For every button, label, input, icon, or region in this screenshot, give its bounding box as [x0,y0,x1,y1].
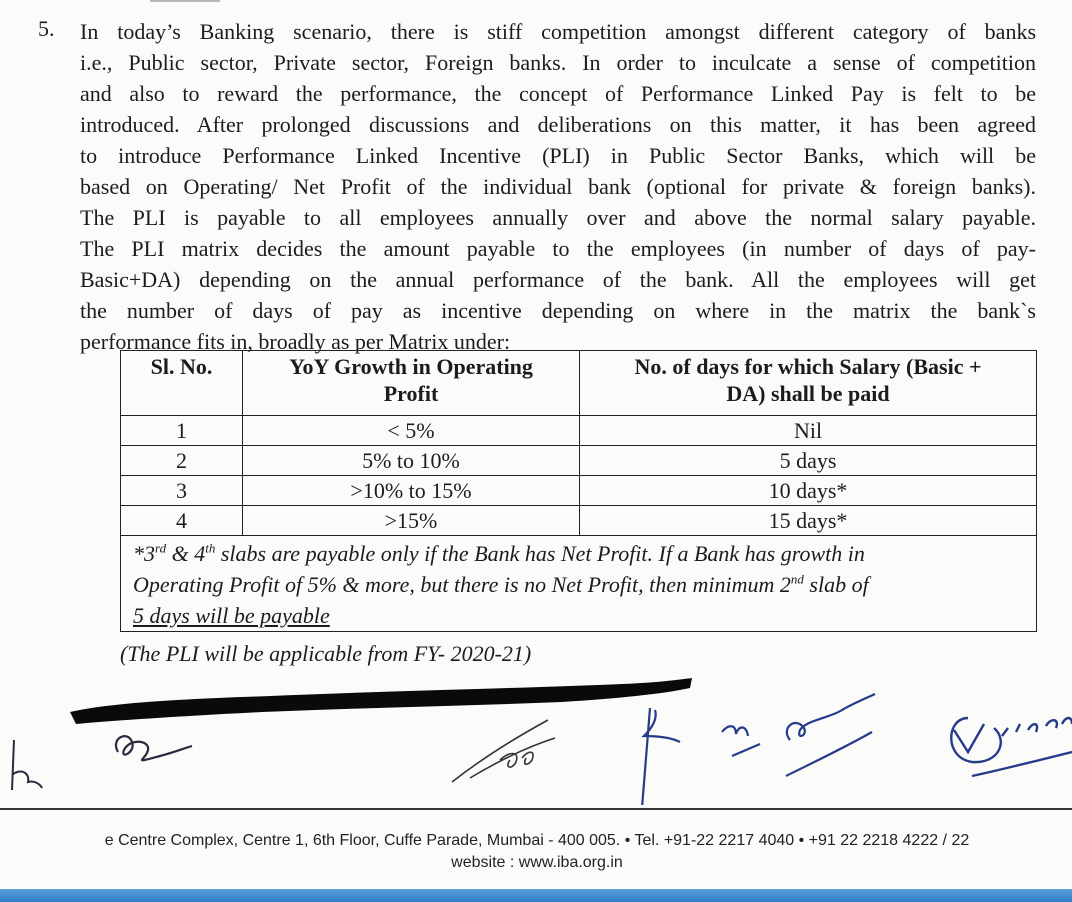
cell-growth: >10% to 15% [243,476,580,506]
paragraph-line: based on Operating/ Net Profit of the individual bank (optional for private & foreign banks). [80,174,1036,199]
footer-color-bar [0,889,1072,902]
footer-website: website : www.iba.org.in [451,854,623,871]
cell-growth: < 5% [243,416,580,446]
signature-2 [116,736,192,760]
paragraph-line: introduced. After prolonged discussions and deliberations on this matter, it has been agreed [80,112,1036,137]
header-yoy-growth: YoY Growth in Operating Profit [243,351,580,416]
cell-sl-no: 2 [121,446,243,476]
signature-1 [12,740,42,790]
paragraph-line: The PLI matrix decides the amount payable to the employees (in number of days of pay- [80,236,1036,261]
cell-days: 10 days* [580,476,1037,506]
cell-sl-no: 1 [121,416,243,446]
item-number: 5. [38,16,55,41]
applicability-note: (The PLI will be applicable from FY- 2020-21) [120,641,532,666]
letterhead-footer [0,830,1072,874]
footer-address: e Centre Complex, Centre 1, 6th Floor, Cuffe Parade, Mumbai - 400 005. • Tel. +91-22 2217 4040 • +91 22 2218 4222 / 22 [104,832,970,849]
paragraph-line: to introduce Performance Linked Incentive (PLI) in Public Sector Banks, which will be [80,143,1036,168]
top-rule-fragment [150,0,220,2]
paragraph-line: and also to reward the performance, the concept of Performance Linked Pay is felt to be [80,81,1036,106]
paragraph-line: performance fits in, broadly as per Matrix under: [80,329,511,354]
pli-matrix-table [120,350,1037,632]
header-days-salary: No. of days for which Salary (Basic + DA) shall be paid [580,351,1037,416]
table-row [121,476,1037,506]
table-row [121,416,1037,446]
cell-sl-no: 4 [121,506,243,536]
footer-divider [0,808,1072,810]
paragraph-line: Basic+DA) depending on the annual performance of the bank. All the employees will get [80,267,1036,292]
cell-days: 5 days [580,446,1037,476]
paragraph [80,16,1036,357]
cell-growth: 5% to 10% [243,446,580,476]
table-footnote: *3rd & 4th slabs are payable only if the Bank has Net Profit. If a Bank has growth in Operating Profit of 5% & more, but there is no Net Profit, then minimum 2nd slab of 5 days will be payable [121,536,1037,632]
signature-4 [642,694,875,805]
paragraph-line: The PLI is payable to all employees annually over and above the normal salary payable. [80,205,1036,230]
signature-5 [951,718,1072,776]
cell-sl-no: 3 [121,476,243,506]
table-header-row [121,351,1037,416]
table-note-row [121,536,1037,632]
cell-growth: >15% [243,506,580,536]
cell-days: Nil [580,416,1037,446]
table-row [121,446,1037,476]
paragraph-line: In today’s Banking scenario, there is stiff competition amongst different category of banks [80,19,1036,44]
cell-days: 15 days* [580,506,1037,536]
paragraph-line: i.e., Public sector, Private sector, Foreign banks. In order to inculcate a sense of competition [80,50,1036,75]
signature-3 [452,720,555,782]
header-sl-no: Sl. No. [121,351,243,416]
table-row [121,506,1037,536]
signatures [0,680,1072,805]
paragraph-line: the number of days of pay as incentive depending on where in the matrix the bank`s [80,298,1036,323]
